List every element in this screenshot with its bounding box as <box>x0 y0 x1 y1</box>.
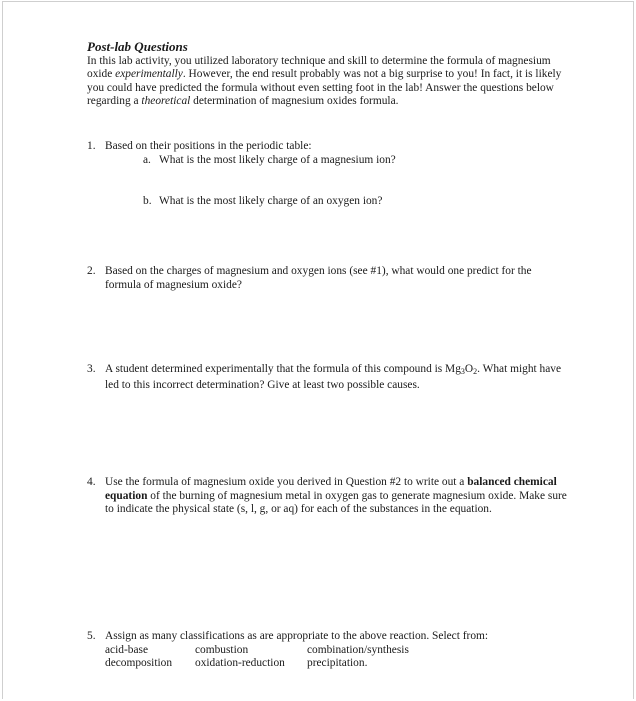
option-item: oxidation-reduction <box>195 657 285 670</box>
question-4 <box>87 476 567 517</box>
q4-bold-term: balanced chemical equation <box>105 476 557 502</box>
q3-text-post: . What might have led to this incorrect determination? Give at least two possible causes. <box>105 363 562 391</box>
question-5 <box>87 630 567 671</box>
question-1a <box>143 154 396 168</box>
subscript-2: 2 <box>473 367 478 376</box>
page-title: Post-lab Questions <box>87 39 188 54</box>
q3-text-pre: A student determined experimentally that the formula of this compound is Mg <box>105 363 461 375</box>
intro-emphasis-theoretical: theoretical <box>141 95 191 108</box>
question-number: 1. <box>87 140 96 152</box>
question-text: Based on their positions in the periodic table: <box>105 140 312 152</box>
question-number: 4. <box>87 476 96 488</box>
sub-question-text: What is the most likely charge of an oxygen ion? <box>159 195 383 207</box>
question-1b <box>143 195 382 209</box>
option-item: acid-base <box>105 643 149 656</box>
q4-text-post: of the burning of magnesium metal in oxygen gas to generate magnesium oxide. Make sure to indicate the physical state (s, l, g, or aq) for each of the substances in the equation. <box>105 489 567 516</box>
intro-emphasis-experimentally: experimentally <box>115 68 183 81</box>
sub-letter: a. <box>143 154 151 166</box>
document-page <box>2 1 634 699</box>
option-item: precipitation. <box>307 657 368 670</box>
question-number: 5. <box>87 630 96 642</box>
sub-question-text: What is the most likely charge of a magnesium ion? <box>159 154 396 166</box>
question-text <box>105 476 567 517</box>
question-3 <box>87 363 567 392</box>
intro-text-3: determination of magnesium oxides formula. <box>190 95 399 108</box>
question-number: 2. <box>87 265 96 277</box>
question-text: Based on the charges of magnesium and oxygen ions (see #1), what would one predict for the formula of magnesium oxide? <box>105 265 532 291</box>
q4-text-pre: Use the formula of magnesium oxide you derived in Question #2 to write out a <box>105 476 468 488</box>
question-1 <box>87 140 567 154</box>
classification-options <box>105 644 567 671</box>
question-2 <box>87 265 567 292</box>
subscript-3: 3 <box>460 367 465 376</box>
question-text: Assign as many classifications as are appropriate to the above reaction. Select from: <box>105 630 489 642</box>
option-item: combination/synthesis <box>307 643 409 656</box>
option-item: combustion <box>195 643 249 656</box>
intro-paragraph <box>87 55 567 109</box>
intro-text-1: In this lab activity, you utilized laboratory technique and skill to determine the formula of magnesium oxide <box>87 54 551 81</box>
intro-text-2: . However, the end result probably was not a big surprise to you! In fact, it is likely you could have predicted the formula without even setting foot in the lab! Answer the questions below regarding a <box>87 68 562 108</box>
question-number: 3. <box>87 363 96 375</box>
option-item: decomposition <box>105 657 173 670</box>
sub-letter: b. <box>143 195 152 207</box>
question-text <box>105 363 567 392</box>
document-content <box>87 39 567 670</box>
q3-oxygen-symbol: O <box>464 363 474 375</box>
